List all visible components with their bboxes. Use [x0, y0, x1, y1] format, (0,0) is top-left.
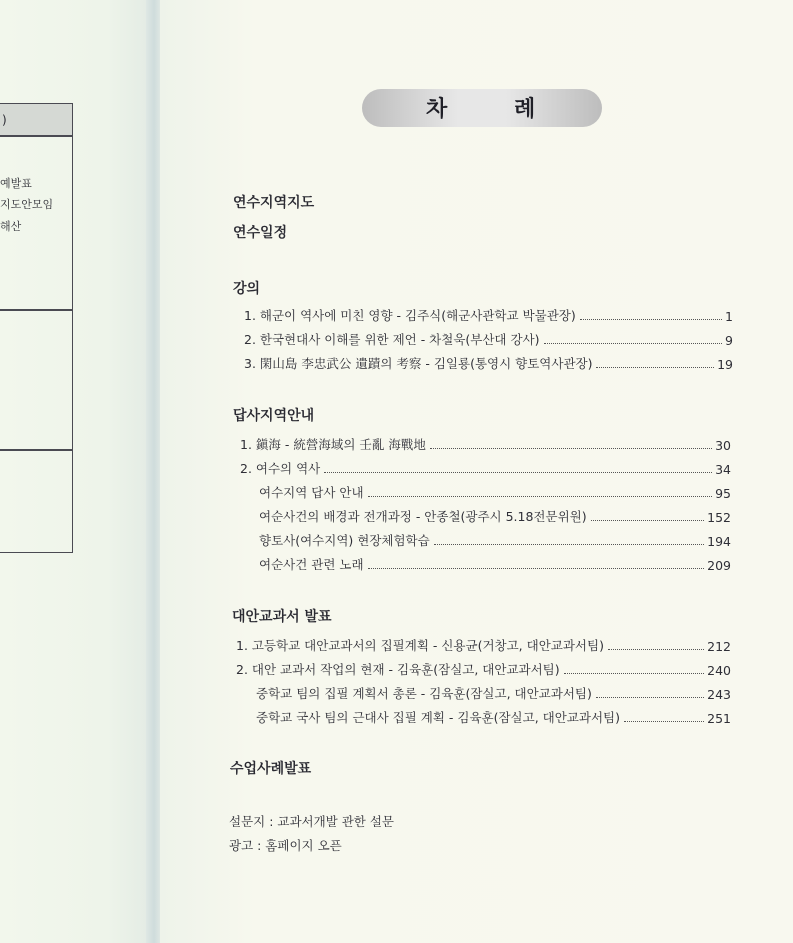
- toc-entry-title: 2. 한국현대사 이해를 위한 제언 - 차철욱(부산대 강사): [244, 332, 540, 347]
- leader-dots: [434, 544, 704, 545]
- section-heading-lectures: 강의: [233, 281, 261, 297]
- toc-entry-title: 2. 여수의 역사: [240, 461, 321, 476]
- leader-dots: [591, 520, 705, 521]
- section-heading-field-guide: 답사지역안내: [233, 408, 315, 424]
- toc-entry-page: 240: [707, 663, 731, 678]
- toc-entry-page: 9: [725, 333, 733, 348]
- left-page-line: 예발표: [0, 177, 32, 190]
- toc-entry-page: 30: [715, 438, 731, 453]
- toc-entry-page: 243: [707, 687, 731, 702]
- toc-entry: [259, 483, 731, 501]
- contents-title-banner: [362, 89, 602, 127]
- left-table-cell: [0, 449, 73, 553]
- toc-entry-page: 194: [707, 534, 731, 549]
- toc-entry-title: 중학교 국사 팀의 근대사 집필 계획 - 김육훈(잠실고, 대안교과서팀): [256, 710, 620, 725]
- toc-entry: [259, 555, 731, 573]
- left-page-line: 해산: [0, 220, 22, 233]
- toc-entry-title: 여순사건의 배경과 전개과정 - 안종철(광주시 5.18전문위원): [259, 509, 587, 524]
- misc-survey: 설문지 : 교과서개발 관한 설문: [229, 814, 395, 829]
- left-table-cell: [0, 309, 73, 451]
- toc-entry-title: 여순사건 관련 노래: [259, 557, 364, 572]
- toc-entry-page: 95: [715, 486, 731, 501]
- toc-entry-title: 중학교 팀의 집필 계획서 총론 - 김육훈(잠실고, 대안교과서팀): [256, 686, 592, 701]
- front-item-schedule: 연수일정: [233, 225, 288, 241]
- left-page: [0, 0, 152, 943]
- leader-dots: [430, 448, 712, 449]
- leader-dots: [608, 649, 704, 650]
- toc-entry-page: 34: [715, 462, 731, 477]
- toc-entry-title: 1. 고등학교 대안교과서의 집필계획 - 신용균(거창고, 대안교과서팀): [236, 638, 604, 653]
- toc-entry: [256, 684, 731, 702]
- toc-entry-page: 19: [717, 357, 733, 372]
- toc-entry: [259, 507, 731, 525]
- leader-dots: [564, 673, 705, 674]
- toc-entry: [240, 435, 731, 453]
- leader-dots: [596, 367, 714, 368]
- toc-entry-title: 1. 鎭海 - 統營海域의 壬亂 海戰地: [240, 437, 426, 452]
- toc-entry: [244, 306, 733, 324]
- leader-dots: [596, 697, 704, 698]
- misc-advert: 광고 : 홈페이지 오픈: [229, 838, 342, 853]
- leader-dots: [580, 319, 722, 320]
- toc-entry: [240, 459, 731, 477]
- section-heading-case-study: 수업사례발표: [230, 761, 312, 777]
- toc-entry-page: 152: [707, 510, 731, 525]
- toc-entry-title: 3. 閑山島 李忠武公 遺蹟의 考察 - 김일룡(통영시 향토역사관장): [244, 356, 593, 371]
- left-table-header: ): [0, 103, 73, 137]
- section-heading-alt-textbook: 대안교과서 발표: [232, 609, 332, 625]
- toc-entry-page: 251: [707, 711, 731, 726]
- toc-entry: [259, 531, 731, 549]
- contents-title-char: 차: [426, 97, 448, 122]
- toc-entry: [236, 660, 731, 678]
- leader-dots: [368, 568, 705, 569]
- toc-entry-title: 1. 해군이 역사에 미친 영향 - 김주식(해군사관학교 박물관장): [244, 308, 576, 323]
- toc-entry: [236, 636, 731, 654]
- leader-dots: [624, 721, 704, 722]
- left-page-line: 지도안모임: [0, 198, 54, 211]
- toc-entry: [256, 708, 731, 726]
- front-item-map: 연수지역지도: [233, 195, 315, 211]
- toc-entry-title: 2. 대안 교과서 작업의 현재 - 김육훈(잠실고, 대안교과서팀): [236, 662, 560, 677]
- leader-dots: [368, 496, 713, 497]
- toc-entry-page: 209: [707, 558, 731, 573]
- toc-entry-page: 212: [707, 639, 731, 654]
- toc-entry-page: 1: [725, 309, 733, 324]
- toc-entry: [244, 330, 733, 348]
- toc-entry-title: 향토사(여수지역) 현장체험학습: [259, 533, 430, 548]
- contents-title-char: 례: [514, 97, 536, 122]
- toc-entry-title: 여수지역 답사 안내: [259, 485, 364, 500]
- toc-entry: [244, 354, 733, 372]
- leader-dots: [324, 472, 712, 473]
- leader-dots: [544, 343, 723, 344]
